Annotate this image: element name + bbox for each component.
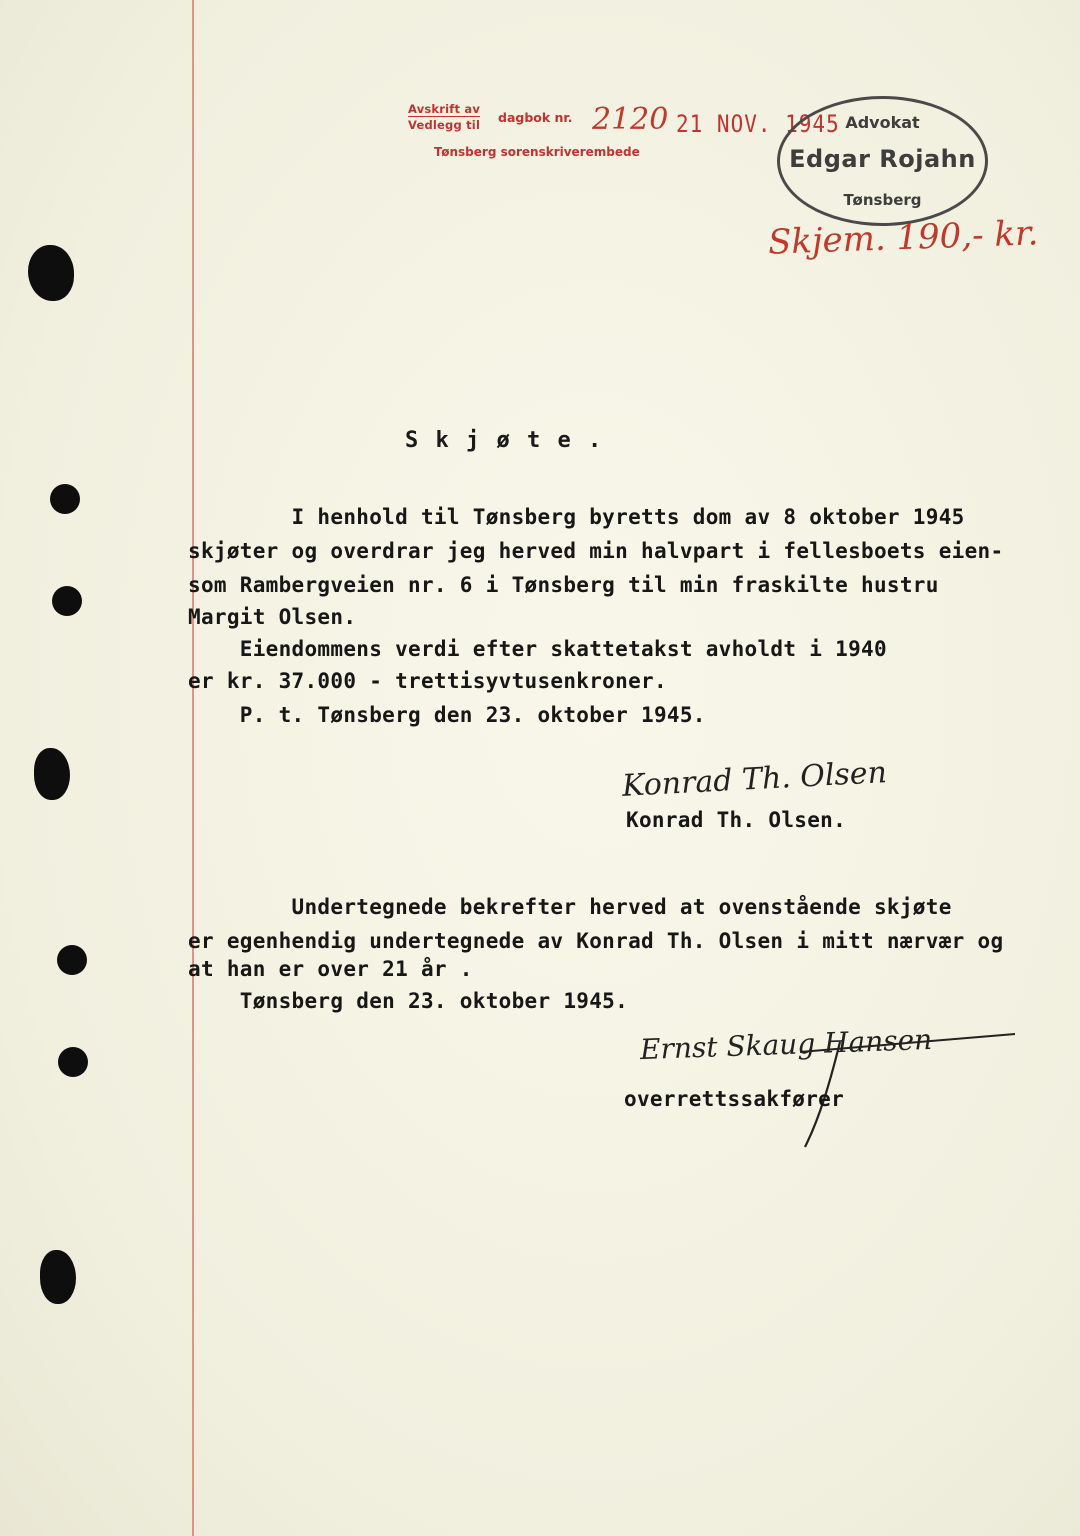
- stamp-dagbok-label: dagbok nr.: [498, 110, 573, 125]
- body-line: Margit Olsen.: [188, 605, 357, 629]
- punch-hole: [50, 484, 80, 514]
- punch-hole: [58, 1047, 88, 1077]
- punch-hole: [34, 748, 70, 800]
- body-line: som Rambergveien nr. 6 i Tønsberg til min fraskilte hustru: [188, 573, 939, 597]
- stamp-line-2: Vedlegg til: [408, 118, 481, 132]
- witness-line: at han er over 21 år .: [188, 957, 473, 981]
- advokat-city: Tønsberg: [843, 191, 922, 209]
- witness-line: Undertegnede bekrefter herved at ovenstående skjøte: [188, 895, 952, 919]
- stamp-dagbok-number: 2120: [592, 102, 669, 137]
- stamp-date: 21 NOV. 1945: [676, 110, 840, 138]
- body-line: I henhold til Tønsberg byretts dom av 8 oktober 1945: [188, 505, 965, 529]
- stamp-line-1: Avskrift av: [408, 102, 481, 116]
- signer-signature: Konrad Th. Olsen: [621, 755, 888, 804]
- punch-hole: [52, 586, 82, 616]
- witness-line: Tønsberg den 23. oktober 1945.: [188, 989, 629, 1013]
- stamp-office: Tønsberg sorenskriverembede: [434, 145, 640, 159]
- margin-rule: [192, 0, 194, 1536]
- punch-hole: [57, 945, 87, 975]
- body-line: Eiendommens verdi efter skattetakst avholdt i 1940: [188, 637, 887, 661]
- body-line: er kr. 37.000 - trettisyvtusenkroner.: [188, 669, 667, 693]
- advokat-title: Advokat: [845, 113, 920, 132]
- signer-name: Konrad Th. Olsen.: [626, 808, 847, 832]
- document-title: S k j ø t e .: [405, 428, 604, 453]
- body-line: P. t. Tønsberg den 23. oktober 1945.: [188, 703, 706, 727]
- witness-line: er egenhendig undertegnede av Konrad Th. Olsen i mitt nærvær og: [188, 929, 1004, 953]
- punch-hole: [28, 245, 74, 301]
- body-line: skjøter og overdrar jeg herved min halvpart i fellesboets eien-: [188, 539, 1004, 563]
- witness-title: overrettssakfører: [624, 1087, 845, 1111]
- advokat-stamp: [777, 96, 988, 226]
- fee-annotation: Skjem. 190,- kr.: [767, 213, 1039, 263]
- advokat-name: Edgar Rojahn: [789, 145, 976, 173]
- witness-signature: Ernst Skaug Hansen: [639, 1022, 933, 1067]
- punch-hole: [40, 1250, 76, 1304]
